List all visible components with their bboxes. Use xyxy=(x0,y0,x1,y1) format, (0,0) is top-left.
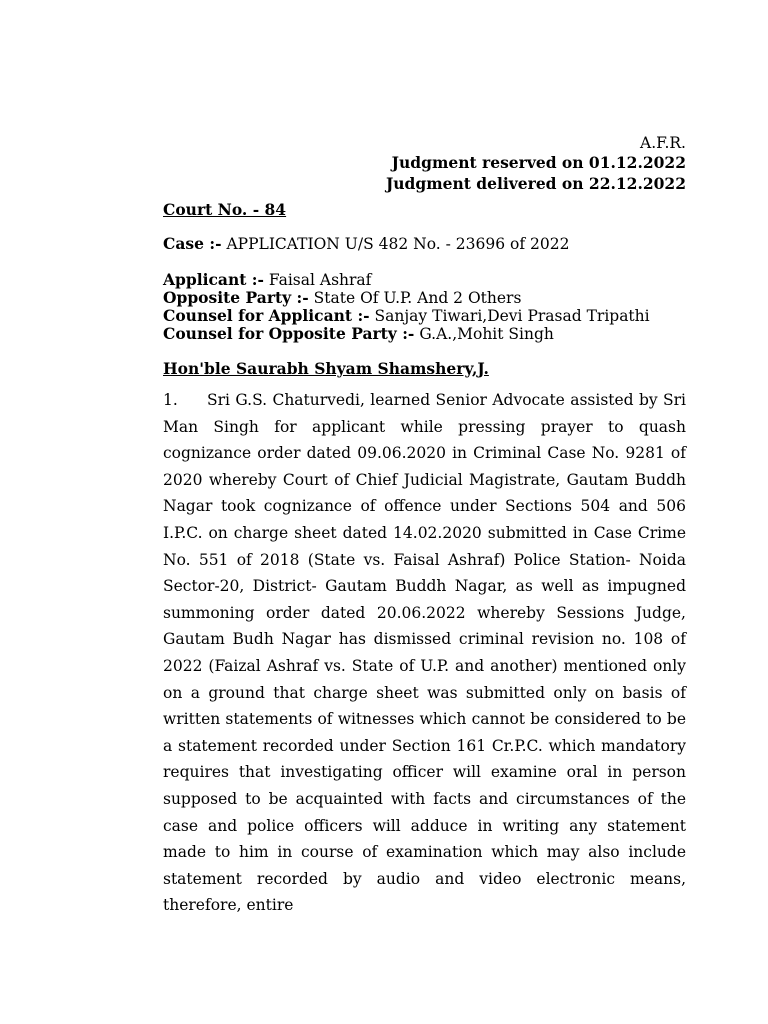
court-number: Court No. - 84 xyxy=(163,200,287,219)
counsel-applicant-label: Counsel for Applicant :- xyxy=(163,306,370,325)
opposite-party-line xyxy=(163,289,521,307)
applicant-value: Faisal Ashraf xyxy=(268,271,372,289)
paragraph-1 xyxy=(163,387,686,919)
counsel-opposite-value: G.A.,Mohit Singh xyxy=(419,325,554,343)
opposite-party-label: Opposite Party :- xyxy=(163,288,309,307)
counsel-opposite-line xyxy=(163,325,554,343)
paragraph-number: 1. xyxy=(163,391,178,409)
paragraph-text: Sri G.S. Chaturvedi, learned Senior Advocate assisted by Sri Man Singh for applicant while pressing prayer to quash cognizance order dated 09.06.2020 in Criminal Case No. 9281 of 2020 whereby Court of Chief Judicial Magistrate, Gautam Buddh Nagar took cognizance of offence under Sections 504 and 506 I.P.C. on charge sheet dated 14.02.2020 submitted in Case Crime No. 551 of 2018 (State vs. Faisal Ashraf) Police Station- Noida Sector-20, District- Gautam Buddh Nagar, as well as impugned summoning order dated 20.06.2022 whereby Sessions Judge, Gautam Budh Nagar has dismissed criminal revision no. 108 of 2022 (Faizal Ashraf vs. State of U.P. and another) mentioned only on a ground that charge sheet was submitted only on basis of written statements of witnesses which cannot be considered to be a statement recorded under Section 161 Cr.P.C. which mandatory requires that investigating officer will examine oral in person supposed to be acquainted with facts and circumstances of the case and police officers will adduce in writing any statement made to him in course of examination which may also include statement recorded by audio and video electronic means, therefore, entire xyxy=(163,391,686,915)
applicant-label: Applicant :- xyxy=(163,270,264,289)
applicant-line xyxy=(163,271,371,289)
counsel-applicant-value: Sanjay Tiwari,Devi Prasad Tripathi xyxy=(374,307,650,325)
case-line xyxy=(163,235,569,253)
afr-mark: A.F.R. xyxy=(640,134,686,152)
judgment-delivered-date: Judgment delivered on 22.12.2022 xyxy=(385,174,686,193)
opposite-party-value: State Of U.P. And 2 Others xyxy=(313,289,522,307)
judge-name: Hon'ble Saurabh Shyam Shamshery,J. xyxy=(163,359,489,378)
counsel-opposite-label: Counsel for Opposite Party :- xyxy=(163,324,415,343)
counsel-applicant-line xyxy=(163,307,650,325)
judgment-reserved-date: Judgment reserved on 01.12.2022 xyxy=(391,153,686,172)
case-value: APPLICATION U/S 482 No. - 23696 of 2022 xyxy=(226,235,570,253)
case-label: Case :- xyxy=(163,234,222,253)
